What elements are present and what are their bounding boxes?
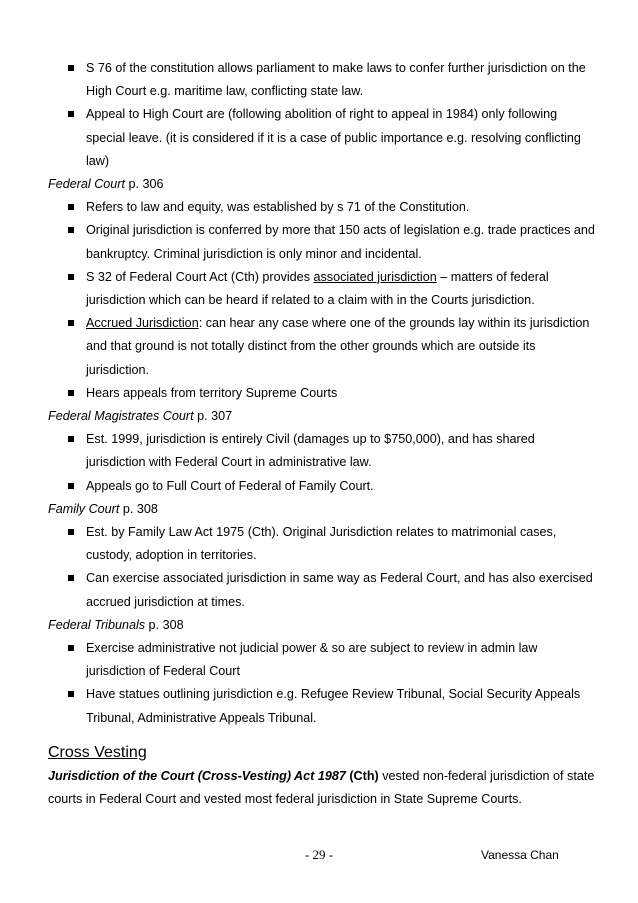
list-item	[48, 312, 596, 382]
list-item: Hears appeals from territory Supreme Courts	[48, 382, 596, 405]
list-item: Refers to law and equity, was established by s 71 of the Constitution.	[48, 196, 596, 219]
heading-text: Federal Tribunals	[48, 617, 146, 632]
page-ref: p. 308	[119, 501, 158, 516]
document-body	[48, 57, 596, 811]
author-name: Vanessa Chan	[481, 848, 559, 862]
page-ref: p. 306	[125, 177, 164, 192]
underlined-term: associated jurisdiction	[313, 269, 437, 284]
text: vested non-federal jurisdiction of state courts in Federal Court and vested most federal jurisdiction in State Supreme Courts.	[48, 768, 595, 807]
list-item: Have statues outlining jurisdiction e.g. Refugee Review Tribunal, Social Security Appeals Tribunal, Administrative Appeals Tribunal.	[48, 683, 596, 729]
list-item: Can exercise associated jurisdiction in same way as Federal Court, and has also exercised accrued jurisdiction at times.	[48, 567, 596, 613]
list-item: Exercise administrative not judicial power & so are subject to review in admin law jurisdiction of Federal Court	[48, 637, 596, 683]
list-item: Original jurisdiction is conferred by more that 150 acts of legislation e.g. trade practices and bankruptcy. Criminal jurisdiction is only minor and incidental.	[48, 219, 596, 265]
list-item: Appeals go to Full Court of Federal of Family Court.	[48, 475, 596, 498]
text: : can hear any case where one of the grounds lay within its jurisdiction and that ground is not totally distinct from the other grounds which are outside its jurisdiction.	[86, 316, 590, 377]
heading-text: Federal Magistrates Court	[48, 409, 194, 424]
section-heading-federal-tribunals	[48, 614, 596, 637]
underlined-term: Accrued Jurisdiction	[86, 316, 199, 331]
paragraph-cross-vesting	[48, 765, 596, 811]
list-item: S 76 of the constitution allows parliament to make laws to confer further jurisdiction on the High Court e.g. maritime law, conflicting state law.	[48, 57, 596, 103]
list-item: Est. 1999, jurisdiction is entirely Civil (damages up to $750,000), and has shared jurisdiction with Federal Court in administrative law.	[48, 428, 596, 474]
page-ref: p. 308	[145, 617, 184, 632]
text: S 32 of Federal Court Act (Cth) provides	[86, 269, 314, 284]
list-item	[48, 266, 596, 312]
act-title: Jurisdiction of the Court (Cross-Vesting) Act 1987	[48, 768, 346, 783]
section-heading-federal-magistrates-court	[48, 405, 596, 428]
page-number: - 29 -	[304, 847, 334, 862]
section-title-cross-vesting: Cross Vesting	[48, 743, 147, 761]
heading-text: Federal Court	[48, 177, 125, 192]
section-heading-family-court	[48, 498, 596, 521]
section-heading-federal-court	[48, 173, 596, 196]
act-jurisdiction: (Cth)	[345, 768, 379, 783]
page-ref: p. 307	[193, 409, 233, 424]
text: – matters of federal jurisdiction which can be heard if related to a claim with in the Courts jurisdiction.	[86, 269, 549, 308]
list-item: Appeal to High Court are (following abolition of right to appeal in 1984) only following special leave. (it is considered if it is a case of public importance e.g. resolving conflicting law)	[48, 103, 596, 173]
list-item: Est. by Family Law Act 1975 (Cth). Original Jurisdiction relates to matrimonial cases, custody, adoption in territories.	[48, 521, 596, 567]
heading-text: Family Court	[48, 501, 120, 516]
